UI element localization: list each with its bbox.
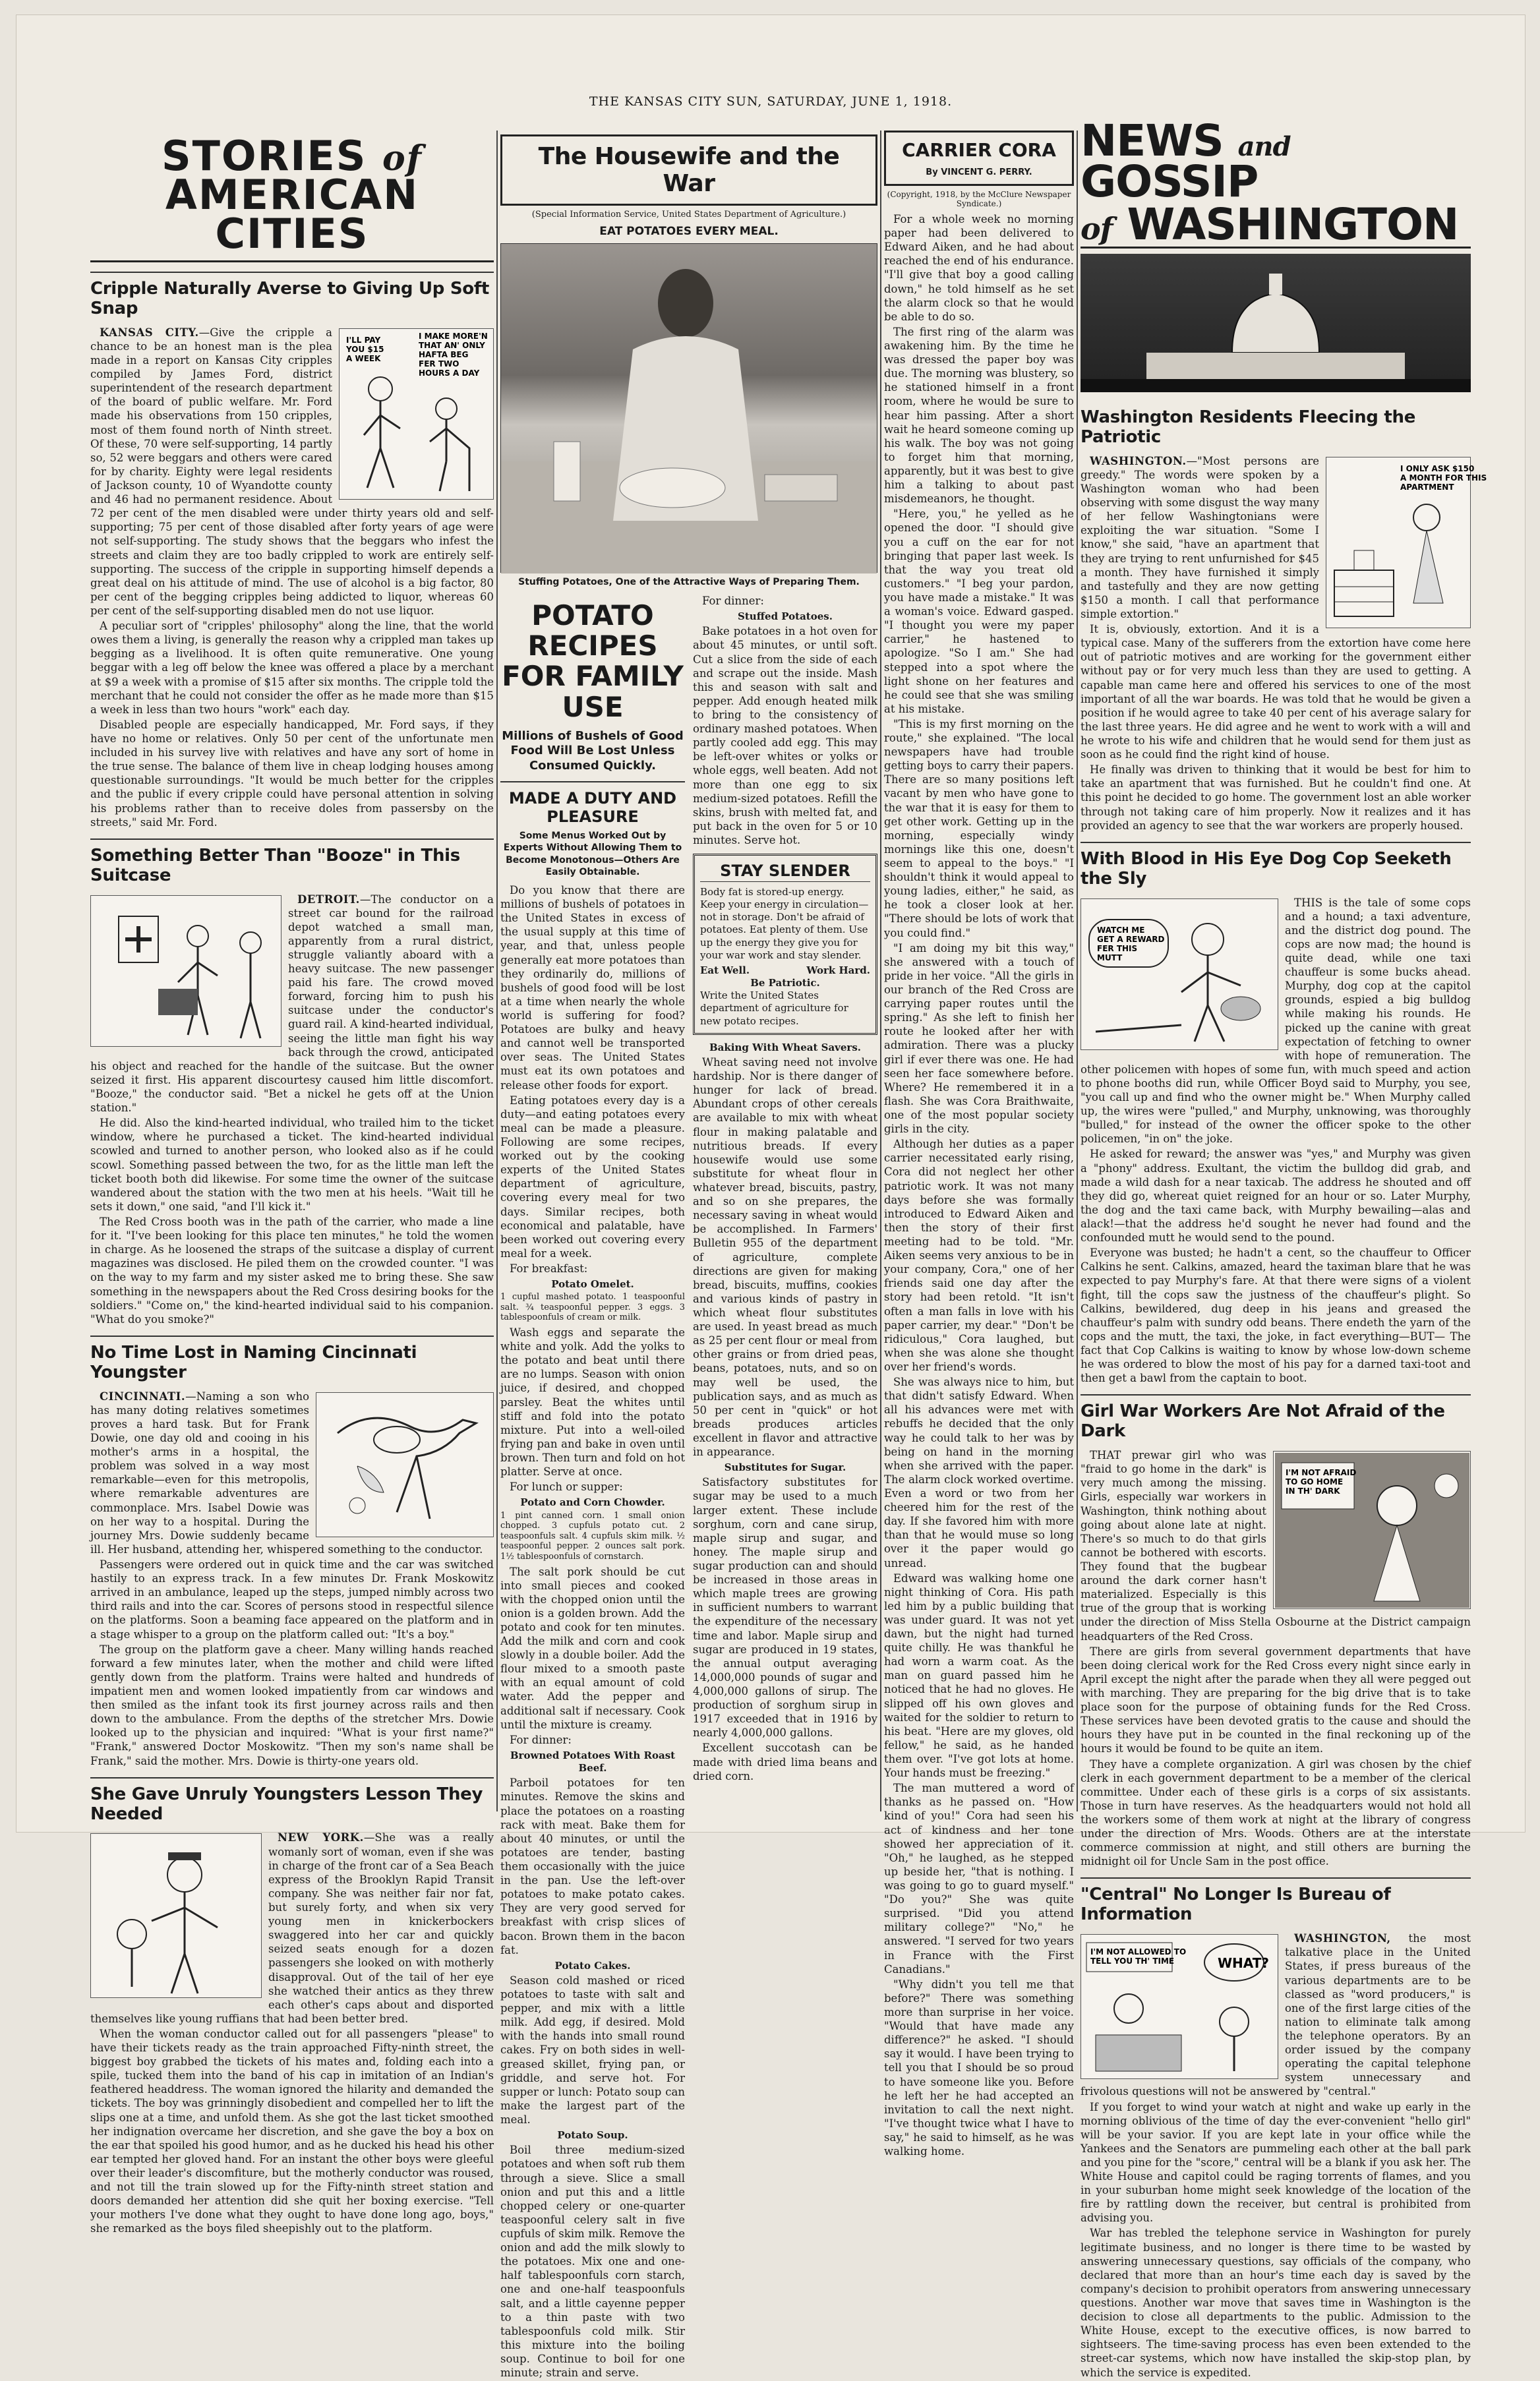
suitcase-cartoon (90, 895, 281, 1047)
paragraph: —Naming a son who has many doting relatives sometimes proves a hard task. But for Frank Dowie, one day old and cooing in his mother's arms in a hospital, the problem was solved in a way most remarkable—even for this metropolis, where remarkable adventures are commonplace. Mrs. Isabel Dowie was on her way to a hospital. During the journey Mrs. Dowie suddenly became ill. Her husband, attending her, whispered something to the conductor. (90, 1390, 483, 1556)
war-worker-bubble: I'M NOT AFRAID TO GO HOME IN TH' DARK (1285, 1467, 1356, 1496)
paragraph: "Why didn't you tell me that before?" There was something more than surprise in her voice. "Would that have made any difference?" he asked. "I should say it would. I have been trying to tell you that I should be so proud to have someone like you. Before he left her he had accepted an invitation to call the next night. "I've thought twice what I have to say," he said to himself, as he was walking home. (884, 1978, 1074, 2158)
paragraph: He asked for reward; the answer was "yes," and Murphy was given a "phony" address. Exultant, the victim the bulldog did grab, and made a wild dash for a near taxicab. The address he shouted and off they did go, whereat quiet reigned for an hour or so. Later Murphy, the dog and the taxi came back, with Murphy bewailing—alas and alack!—that the address he'd sought he never had found and the confounded mutt he would send to the pound. (1081, 1148, 1471, 1245)
recipe-title: Potato Soup. (557, 2129, 628, 2142)
column-rule (1077, 131, 1078, 1811)
housewife-and-war-column (500, 131, 877, 2380)
housewife-title-box (500, 134, 877, 206)
masthead-of: of (1081, 211, 1113, 247)
washington-masthead-line2 (1081, 199, 1471, 250)
deck-menus: Some Menus Worked Out by Experts Without Allowing Them to Become Monotonous—Others Are Easily Obtainable. (503, 831, 682, 877)
paragraph: Satisfactory substitutes for sugar may be used to a much larger extent. These include sorghum, corn and cane sirup, maple sirup and sugar, and honey. The maple sirup and sugar production can and should be increased in those areas in which maple trees are growing in sufficient numbers to warrant the expenditure of the necessary time and labor. Maple sirup and sugar are produced in 19 states, the annual output averaging 14,000,000 pounds of sugar and 4,000,000 gallons of sirup. The production of sorghum sirup in 1917 exceeded that in 1916 by nearly 4,000,000 gallons. (693, 1476, 877, 1740)
paragraph: The man muttered a word of thanks as he passed on. "How kind of you!" Cora had seen his act of kindness and her tone showed her appreciation of it. "Oh," he laughed, as he stepped up beside her, "that is nothing. I was going to go to guard myself." "Do you?" She was quite surprised. "Did you attend military college?" "No," he answered. "I served for two years in France with the First Canadians." (884, 1782, 1074, 1976)
paragraph: —She was a really womanly sort of woman, even if she was in charge of the front car of a Sea Beach express of the Brooklyn Rapid Transit company. She was neither fair nor fat, but surely forty, and when six very young men in knickerbockers swaggered into her car and quickly seized seats enough for a dozen passengers she looked on with motherly disapproval. Out of the tail of her eye she watched their antics as they threw each other's caps about and disported themselves like young ruffians that had been better bred. (90, 1831, 494, 2025)
dateline: WASHINGTON, (1294, 1932, 1391, 1945)
story-headline: With Blood in His Eye Dog Cop Seeketh the Sly (1081, 842, 1471, 889)
carrier-cora-body (884, 212, 1074, 2158)
washington-masthead (1081, 115, 1471, 208)
dateline: KANSAS CITY. (100, 326, 199, 339)
paragraph: If you forget to wind your watch at night and wake up early in the morning oblivious of the time of day the ever-convenient "hello girl" will be your savior. If you are kept late in your office while the Yankees and the Senators are pummeling each other at the ball park and you pine for the "score," central will be a blank if you ask her. The White House and capitol could be raging torrents of flames, and you in your suburban home might seek knowledge of the location of the fire by rattling down the receiver, but central is prohibited from advising you. (1081, 2100, 1471, 2225)
paragraph: War has trebled the telephone service in Washington for purely legitimate business, and no longer is there time to be wasted by answering unnecessary questions, say officials of the company, who declared that more than an hour's time each day is saved by the company's decision to prohibit operators from answering unnecessary questions. Another war move that saves time in Washington is the decision to close all departments to the public. Admission to the White House, except to the executive offices, is now barred to sightseers. The time-saving process has even been extended to the street-car systems, which now have installed the skip-stop plan, by which the service is expedited. (1081, 2227, 1471, 2379)
masthead-gossip: GOSSIP (1081, 156, 1259, 208)
stork-cartoon (316, 1392, 494, 1537)
paragraph: Edward was walking home one night thinking of Cora. His path led him by a public building that was under guard. It was not yet dawn, but the night had turned quite chilly. He was thankful he had worn a warm coat. As the man on guard passed him he noticed that he had no gloves. He slipped off his own gloves and waited for the soldier to return to his beat. "Here are my gloves, old fellow," he said, as he handed them over. "I've got lots at home. Your hands must be freezing." (884, 1572, 1074, 1780)
photo-caption: Stuffing Potatoes, One of the Attractive Ways of Preparing Them. (518, 577, 860, 587)
carrier-cora-byline: By VINCENT G. PERRY. (926, 167, 1032, 177)
recipe-subcolumn-left (500, 594, 685, 2381)
recipe-title: Substitutes for Sugar. (724, 1461, 846, 1474)
eat-potatoes-subhead: EAT POTATOES EVERY MEAL. (599, 225, 779, 238)
stay-slender-note: Write the United States department of agriculture for new potato recipes. (700, 989, 848, 1027)
story-body (90, 893, 494, 1326)
deck-millions: Millions of Bushels of Good Food Will Be Lost Unless Consumed Quickly. (502, 728, 684, 773)
dateline: CINCINNATI. (100, 1390, 186, 1403)
dateline: DETROIT. (297, 893, 360, 906)
slogan-work-hard: Work Hard. (806, 964, 870, 976)
dateline: WASHINGTON. (1090, 454, 1187, 467)
recipe-title: Baking With Wheat Savers. (709, 1041, 861, 1053)
paragraph: the most talkative place in the United States, if press bureaus of the various departments are to be classed as "word producers," is one of the first large cities of the nation to eliminate talk among the telephone operators. By an order issued by the company operating the capital telephone system unnecessary and frivolous questions will not be answered by "central." (1081, 1932, 1471, 2098)
stories-of-american-cities-column (90, 131, 494, 2235)
apartment-cartoon (1326, 457, 1487, 628)
paragraph: THAT prewar girl who was "fraid to go home in the dark" is very much among the missing. Girls, especially war workers in Washington, think nothing about going about alone late at night. There's so much to do that girls cannot be bothered with escorts. They found that the bugbear around the dark corner hasn't materialized. Especially is this true of the group that is working under the direction of Miss Stella Osbourne at the District campaign headquarters of the Red Cross. (1081, 1449, 1471, 1643)
carrier-cora-title: CARRIER CORA (902, 139, 1056, 161)
cartoon-bubble-left: I'LL PAY YOU $15 A WEEK (345, 336, 384, 364)
recipes-body (500, 883, 685, 2380)
masthead-stories: STORIES (161, 132, 367, 181)
story-body (90, 1831, 494, 2235)
apartment-bubble: I ONLY ASK $150 A MONTH FOR THIS APARTMENT (1400, 464, 1487, 492)
paragraph: Passengers were ordered out in quick time and the car was switched hastily to an express track. In a few minutes Dr. Frank Moskowitz arrived in an ambulance, leaped up the steps, jumped nimbly across two third rails and into the car. Scores of persons stood in respectful silence on the platforms. Soon a beaming face appeared on the platform and in a stage whisper to a group on the platform called out: "It's a boy." (90, 1558, 494, 1641)
deck-duty-pleasure: MADE A DUTY AND PLEASURE (500, 781, 685, 826)
stories-masthead (90, 131, 494, 262)
story-body (1081, 896, 1471, 1386)
story-headline: Something Better Than "Booze" in This Suitcase (90, 838, 494, 886)
slogan-patriotic: Be Patriotic. (750, 977, 820, 989)
paragraph: Do you know that there are millions of bushels of potatoes in the United States in excess of the usual supply at this time of year, and that, unless people generally eat more potatoes than they ordinarily do, millions of bushels of good food will be lost at a time when nearly the whole world is suffering for food? Potatoes are bulky and heavy and cannot well be transported over seas. The United States must eat its own potatoes and release other foods for export. (500, 884, 685, 1092)
capitol-dome-illustration (1081, 254, 1471, 392)
masthead-news: NEWS (1081, 115, 1224, 166)
paragraph: The group on the platform gave a cheer. Many willing hands reached forward a few minutes later, when the mother and child were lifted gently down from the platform. Trains were halted and hundreds of impatient men and women looked impatiently from car windows and then smiled as the infant took its first journey across rails and then down to the ambulance. From the depths of the stretcher Mrs. Dowie looked up to the physician and inquired: "What is your first name?" "Frank," answered Doctor Moskowitz. "Then my son's name shall be Frank," said the mother. Mrs. Dowie is thirty-one years old. (90, 1643, 494, 1767)
paragraph: The first ring of the alarm was awakening him. By the time he was dressed the paper boy was due. The morning was blustery, so he stationed himself in a front room, where he would be sure to hear him passing. After a short wait he heard someone coming up his walk. The boy was not going to forget him that morning, apparently, but it was best to give him a talking to about past misdemeanors, he thought. (884, 325, 1074, 506)
story-body (1081, 1448, 1471, 1868)
paragraph: They have a complete organization. A girl was chosen by the chief clerk in each government department to be a member of the clerical committee. Under each of these girls is a corps of six assistants. Those in turn have reserves. As the headquarters would not hold all the workers some of them work at night at the library of congress under the direction of Mrs. Woods. Others are at the interstate commerce commission at night, and still others are burning the midnight oil for Uncle Sam in the post office. (1081, 1757, 1471, 1868)
paragraph: For dinner: (702, 595, 764, 607)
paragraph: It is, obviously, extortion. And it is a typical case. Many of the sufferers from the extortion have come here out of patriotic motives and are working for the government either without pay or for very much less than they are used to getting. A capable man came here and offered his services to one of the most important of all the war boards. He was told that he would be given a position if he would agree to take 40 per cent of his average salary for the last three years. He did agree and he went to work with a will and he wrote to his wife and children that he would send for them just as soon as he could find the right kind of house. (1081, 623, 1471, 761)
paragraph: "Here, you," he yelled as he opened the door. "I should give you a cuff on the ear for not bringing that paper last week. Is that the way you treat old customers." "I beg your pardon, you have made a mistake." It was a woman's voice. Edward gasped. "I thought you were my paper carrier," he hastened to apologize. "So I am." She had stepped into a spot where the light shone on her features and he could see that she was smiling at his mistake. (884, 508, 1074, 715)
story-headline: No Time Lost in Naming Cincinnati Youngster (90, 1336, 494, 1383)
ingredients: 1 cupful mashed potato. 1 teaspoonful salt. ¾ teaspoonful pepper. 3 eggs. 3 tablespoonfuls of cream or milk. (500, 1292, 685, 1323)
stay-slender-text: Body fat is stored-up energy. Keep your energy in circulation—not in storage. Don't be afraid of potatoes. Eat plenty of them. Use up the energy they give you for your war work and stay slender. (700, 885, 869, 961)
paragraph: Wash eggs and separate the white and yolk. Add the yolks to the potato and beat until there are no lumps. Season with onion juice, if desired, and chopped parsley. Beat the whites until stiff and fold into the potato mixture. Put into a well-oiled frying pan and bake in oven until brown. Then turn and fold on hot platter. Serve at once. (500, 1326, 685, 1479)
stay-slender-slogans (700, 964, 870, 977)
paragraph: Boil three medium-sized potatoes and when soft rub them through a sieve. Slice a small onion and put this and a little chopped celery or one-quarter teaspoonful celery salt in five cupfuls of skim milk. Remove the onion and add the milk slowly to the potatoes. Mix one and one-half tablespoonfuls corn starch, one and one-half teaspoonfuls salt, and a little cayenne pepper to a thin paste with two tablespoonfuls cold milk. Stir this mixture into the boiling soup. Continue to boil for one minute; strain and serve. (500, 2144, 685, 2380)
paragraph: Season cold mashed or riced potatoes to taste with salt and pepper, and mix with a little milk. Add egg, if desired. Mold with the hands into small round cakes. Fry on both sides in well-greased skillet, frying pan, or griddle, and serve hot. For supper or lunch: Potato soup can make the largest part of the meal. (500, 1974, 685, 2126)
page-folio: THE KANSAS CITY SUN, SATURDAY, JUNE 1, 1918. (589, 94, 953, 109)
service-credit: (Special Information Service, United States Department of Agriculture.) (531, 210, 846, 220)
story-body (1081, 454, 1487, 833)
masthead-and: and (1237, 131, 1291, 162)
paragraph: He did. Also the kind-hearted individual, who trailed him to the ticket window, where he purchased a ticket. The kind-hearted individual scowled and turned to another person, who looked also as if he could scowl. Something passed between the two, for as the little man left the ticket booth both did likewise. For some time the owner of the suitcase wandered about the station with the two men at his heels. "Wait till he sets it down," one said, "and I'll kick it." (90, 1117, 494, 1213)
stuffing-potatoes-photo (500, 243, 877, 573)
paragraph: "I am doing my bit this way," she answered with a touch of pride in her voice. "All the girls in our branch of the Red Cross are carrying paper routes until the spring." As she left to finish her route he looked after her with admiration. There was a plucky girl if ever there was one. He had seen her face somewhere before. Where? He remembered it in a flash. She was Cora Braithwaite, one of the most popular society girls in the city. (884, 941, 1074, 1136)
recipe-title: Potato Cakes. (554, 1959, 631, 1972)
story-headline: Washington Residents Fleecing the Patriotic (1081, 407, 1416, 447)
masthead-washington: WASHINGTON (1127, 199, 1459, 250)
story-headline: Cripple Naturally Averse to Giving Up Soft Snap (90, 272, 494, 319)
stay-slender-title: STAY SLENDER (700, 861, 870, 882)
paragraph: For a whole week no morning paper had been delivered to Edward Aiken, and he had about reached the end of his endurance. "I'll give that boy a good calling down," he told himself as he set the alarm clock so that he would be able to do so. (884, 213, 1074, 323)
story-body (90, 1390, 494, 1768)
column-rule (496, 131, 498, 1811)
recipe-title: Stuffed Potatoes. (738, 610, 833, 623)
paragraph: Wheat saving need not involve hardship. Nor is there danger of hunger for lack of bread. Abundant crops of other cereals are available to mix with wheat flour in making palatable and nutritious breads. If every housewife would use some substitute for wheat flour in whatever bread, biscuits, pastry, and so on she prepares, the necessary saving in wheat would be accomplished. In Farmers' Bulletin 955 of the department of agriculture, complete directions are given for making bread, biscuits, muffins, cookies and various kinds of pastry in which wheat flour substitutes are used. In yeast bread as much as 25 per cent flour or meal from other grains or from dried peas, beans, potatoes, nuts, and so on may well be used, the publication says, and as much as 50 per cent in "quick" or hot breads produces articles excellent in flavor and attractive in appearance. (693, 1056, 877, 1459)
cartoon-bubble-right: I MAKE MORE'N THAT AN' ONLY HAFTA BEG FER TWO HOURS A DAY (418, 332, 488, 378)
potato-recipes-headline: POTATO RECIPES FOR FAMILY USE (502, 599, 684, 723)
paragraph: Excellent succotash can be made with dried lima beans and dried corn. (693, 1742, 877, 1782)
paragraph: For dinner: (510, 1733, 572, 1746)
carrier-cora-title-box (884, 131, 1074, 186)
paragraph: —"Most persons are greedy." The words were spoken by a Washington woman who had been observing with some disgust the way many of her fellow Washingtonians were exploiting the war situation. "Some I know," she said, "have an apartment that they are trying to rent unfurnished for $45 a month. They have furnished it simply and tastefully and they are now getting $150 a month. I call that performance simple extortion." (1081, 454, 1319, 620)
paragraph: A peculiar sort of "cripples' philosophy" along the line, that the world owes them a living, is generally the reason why a crippled man takes up begging as a livelihood. It is often quite remunerative. One young beggar with a leg off below the knee was offered a place by a merchant at $9 a week with a promise of $15 after six months. The cripple told the merchant that he could not consider the offer as he made more than $15 a week in less than two hours "work" each day. (90, 620, 494, 716)
wheat-sugar-body (693, 1042, 877, 1783)
paragraph: Eating potatoes every day is a duty—and eating potatoes every meal can be made a pleasure. Following are some recipes, worked out by the cooking experts of the United States department of agriculture, covering every meal for two days. Similar recipes, both economical and palatable, have been worked out covering every meal for a week. (500, 1094, 685, 1260)
paragraph: Disabled people are especially handicapped, Mr. Ford says, if they have no home or relatives. Only 50 per cent of the unfortunate men included in his survey live with relatives and have any sort of home in the true sense. The balance of them live in cheap lodging houses among questionable surroundings. "It would be much better for the cripples and the public if every cripple could have personal attention in solving his problems rather than to receive doles from passersby on the streets," said Mr. Ford. (90, 718, 494, 829)
carrier-cora-column (884, 131, 1074, 2158)
what-bubble: WHAT? (1217, 1955, 1269, 1971)
war-worker-girl-cartoon (1273, 1451, 1471, 1609)
dog-cop-bubble: WATCH ME GET A REWARD FER THIS MUTT (1096, 926, 1164, 963)
stay-slender-box (693, 854, 877, 1035)
slogan-eat-well: Eat Well. (700, 964, 750, 976)
story-headline: She Gave Unruly Youngsters Lesson They Needed (90, 1777, 494, 1825)
paragraph: Bake potatoes in a hot oven for about 45 minutes, or until soft. Cut a slice from the side of each and scrape out the inside. Mash this and season with salt and pepper. Add enough heated milk to bring to the consistency of ordinary mashed potatoes. When partly cooled add egg. This may be left-over whites or yolks or whole eggs, well beaten. Add not more than one egg to six medium-sized potatoes. Refill the skins, brush with melted fat, and put back in the oven for 5 or 10 minutes. Serve hot. (693, 625, 877, 846)
paragraph: —Give the cripple a chance to be an honest man is the plea made in a report on Kansas City cripples compiled by James Ford, district superintendent of the research department of the board of public welfare. Mr. Ford made his observations from 150 cripples, most of them found north of Ninth street. Of these, 70 were self-supporting, 14 partly so, 52 were beggars and others were cared for by charity. Eighty were legal residents of Jackson county, 10 of Wyandotte county and 46 had no permanent residence. About 72 per cent of the men disabled were under thirty years old and self-supporting; 75 per cent of those disabled after forty years of age were not self-supporting. The study shows that the beggars who infest the streets and claim they are too badly crippled to work are entirely self-supporting. The success of the cripple in supporting himself depends a great deal on his attitude of mind. The use of alcohol is a big factor, 80 per cent of the begging cripples being addicted to liquor, whereas 60 per cent of the self-supporting disabled men do not use liquor. (90, 326, 494, 617)
dog-cop-cartoon (1081, 898, 1278, 1050)
paragraph: "This is my first morning on the route," she explained. "The local newspapers have had trouble getting boys to carry their papers. There are so many positions left vacant by men who have gone to the war that it is easy for them to get other work. Getting up in the morning, especially windy mornings like this one, doesn't seem to appeal to the boys." "I shouldn't think it would appeal to young ladies, either," he said, as he took a closer look at her. "There should be lots of work that you could find." (884, 717, 1074, 939)
recipe-title: Potato and Corn Chowder. (520, 1496, 665, 1509)
telephone-operator-cartoon (1081, 1934, 1278, 2079)
paragraph: THIS is the tale of some cops and a hound; a taxi adventure, and the district dog pound. The cops are now mad; the hound is quite dead, while one taxi chauffeur is some bucks ahead. Murphy, dog cop at the capitol grounds, espied a big bulldog while making his rounds. He picked up the canine with great expectation of fetching to owner with hope of remuneration. The other policemen with hopes of some fun, with much speed and action to phone booths did run, while Officer Boyd said to Murphy, you see, "you call up and find who the owner might be." When Murphy called up, the wires were "pulled," and Murphy, unknowing, was thoroughly "bulled," for instead of the owner the officer spoke to the other policemen, "in on" the joke. (1081, 896, 1471, 1146)
dateline: NEW YORK. (278, 1831, 364, 1844)
newspaper-page (16, 15, 1525, 2380)
cripple-cartoon (339, 328, 494, 500)
masthead-american-cities: AMERICAN CITIES (165, 171, 419, 258)
recipes-body (693, 594, 877, 847)
story-headline: Girl War Workers Are Not Afraid of the Dark (1081, 1394, 1471, 1442)
paragraph: He finally was driven to thinking that it would be best for him to take an apartment that was furnished. But he couldn't find one. At this point he decided to go home. The government lost an able worker through not taking care of him properly. Now it realizes and it has provided an agency to see that the war workers are properly housed. (1081, 763, 1471, 832)
paragraph: There are girls from several government departments that have been doing clerical work for the Red Cross every night since early in April except the night after the parade when they all were pegged out with marching. They are preparing for the big drive that is to take place soon for the purpose of obtaining funds for the Red Cross. These services have been devoted gratis to the cause and should the hours they have put in be counted in the final reckoning up of the hours it would be found to be quite an item. (1081, 1645, 1471, 1755)
operator-bubble: I'M NOT ALLOWED TO TELL YOU TH' TIME (1090, 1947, 1186, 1966)
masthead-of: of (382, 138, 423, 179)
column-rule (880, 131, 881, 1811)
paragraph: When the woman conductor called out for all passengers "please" to have their tickets ready as the train approached Fifty-ninth street, the biggest boy grabbed the tickets of his mates and, folding each into a spile, tucked them into the band of his cap in imitation of an Indian's feathered headdress. The woman ignored the hilarity and demanded the tickets. The boy was grinningly disobedient and compelled her to lift the slips one at a time, and unfold them. As she got the last ticket smoothed her indignation overcame her discretion, and she gave the boy a box on the ear that spoiled his good humor, and as he ducked his head his other ear tempted her gloved hand. For an instant the other boys were gleeful over their leader's discomfiture, but the motherly conductor was roused, and not till the train slowed up for the Fifty-ninth street station and doors demanded her attention did she quit her boxing exercise. "Tell your mothers I've done what they ought to have done long ago, boys," she remarked as the boys filed sheepishly out to the platform. (90, 2027, 494, 2235)
paragraph: The salt pork should be cut into small pieces and cooked with the chopped onion until the onion is a golden brown. Add the potato and cook for ten minutes. Add the milk and corn and cook slowly in a double boiler. Add the flour mixed to a smooth paste with an equal amount of cold water. Add the pepper and additional salt if necessary. Cook until the mixture is creamy. (500, 1565, 685, 1731)
story-headline: "Central" No Longer Is Bureau of Information (1081, 1877, 1471, 1925)
paragraph: She was always nice to him, but that didn't satisfy Edward. When all his advances were met with rebuffs he decided that the only way he could talk to her was by being on hand in the morning when she arrived with the paper. The alarm clock worked overtime. Even a word or two from her cheered him for the rest of the day. If she favored him with more than that he would muse so long over it the paper would go unread. (884, 1376, 1074, 1570)
conductor-cartoon (90, 1833, 262, 1998)
paragraph: Parboil potatoes for ten minutes. Remove the skins and place the potatoes on a roasting rack with meat. Bake them for about 40 minutes, or until the potatoes are tender, basting them occasionally with the juice in the pan. Use the left-over potatoes to make potato cakes. They are very good served for breakfast with crisp slices of bacon. Brown them in the bacon fat. (500, 1777, 685, 1956)
paragraph: The Red Cross booth was in the path of the carrier, who made a line for it. "I've been looking for this place ten minutes," he told the women in charge. As he loosened the straps of the suitcase a display of current magazines was disclosed. He piled them on the crowded counter. "I was on the way to my farm and my sister asked me to bring these. She saw something in the newspapers about the Red Cross desiring books for the soldiers." "Come on," the kind-hearted individual said to his companion. "What do you smoke?" (90, 1216, 494, 1326)
paragraph: —The conductor on a street car bound for the railroad depot watched a small man, apparently from a rural district, struggle valiantly aboard with a heavy suitcase. The new passenger paid his fare. The crowd moved forward, forcing him to push his suitcase under the conductor's guard rail. A kind-hearted individual, seeing the little man fight his way back through the crowd, anticipated his object and reached for the handle of the suitcase. But the owner seized it first. His apparent discourtesy caused him little discomfort. "Booze," the conductor said. "Bet a nickel he gets off at the Union station." (90, 893, 494, 1115)
paragraph: Although her duties as a paper carrier necessitated early rising, Cora did not neglect her other patriotic work. It was not many days before she was formally introduced to Edward Aiken and then the story of their first meeting had to be told. "Mr. Aiken seems very anxious to be in your company, Cora," one of her friends said one day after the story had been retold. "It isn't often a man falls in love with his paper carrier, my dear." "Don't be ridiculous," Cora laughed, but when she was alone she thought over her friend's words. (884, 1138, 1074, 1373)
recipe-title: Browned Potatoes With Roast Beef. (510, 1749, 676, 1775)
housewife-title: The Housewife and the War (538, 143, 840, 197)
recipe-columns (500, 594, 877, 2381)
recipe-subcolumn-right (693, 594, 877, 2381)
carrier-cora-copyright: (Copyright, 1918, by the McClure Newspaper Syndicate.) (887, 190, 1071, 208)
ingredients: 1 pint canned corn. 1 small onion chopped. 3 cupfuls potato cut. 2 teaspoonfuls salt. 4 cupfuls skim milk. ½ teaspoonful pepper. 2 ounces salt pork. 1½ tablespoonfuls of cornstarch. (500, 1510, 685, 1562)
paragraph: Everyone was busted; he hadn't a cent, so the chauffeur to Officer Calkins he sent. Calkins, amazed, heard the taximan blare that he was expected to pay Murphy's fare. At that there were signs of a violent fight, till the cops saw the justness of the chauffeur's plight. So Calkins, bewildered, dug deep in his jeans and greased the chauffeur's palm with sundry odd beans. There endeth the yarn of the cops and the mutt, the taxi, the joke, in fact everything—BUT— The fact that Cop Calkins is waiting to know by whose low-down scheme he was ordered to blow the most of his pay for a darned taxi-toot and then get a bawl from the captain to boot. (1081, 1247, 1471, 1385)
paragraph: For lunch or supper: (510, 1481, 623, 1494)
story-body (1081, 1931, 1471, 2380)
paragraph: For breakfast: (510, 1262, 588, 1275)
story-body (90, 326, 494, 829)
news-gossip-washington-column (1081, 115, 1487, 2379)
recipe-title: Potato Omelet. (551, 1278, 634, 1291)
